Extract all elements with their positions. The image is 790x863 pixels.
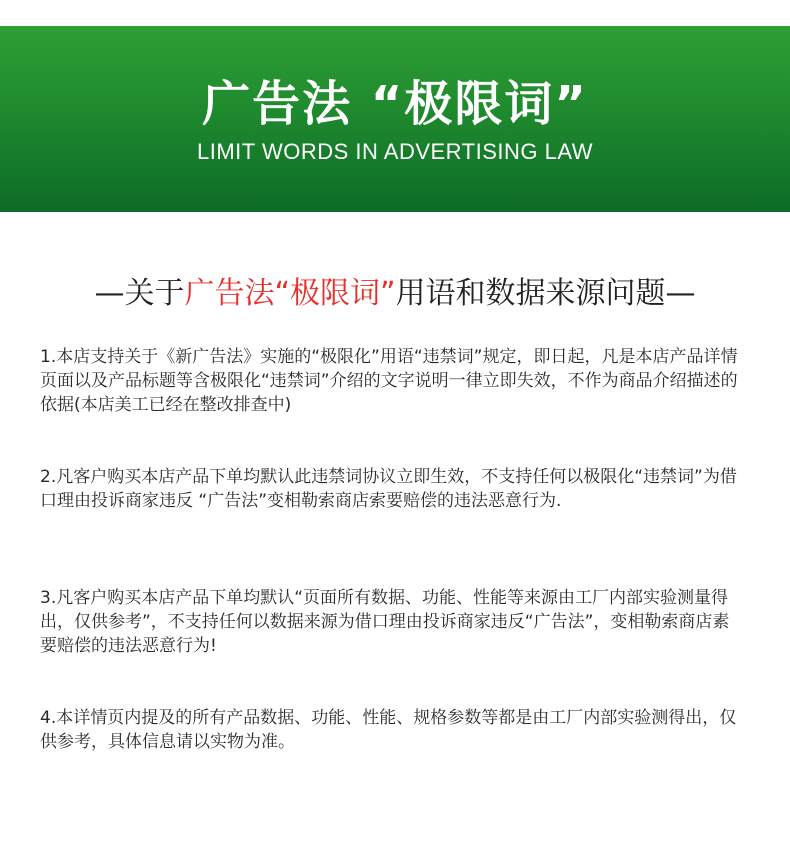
paragraph-4: 4.本详情页内提及的所有产品数据、功能、性能、规格参数等都是由工厂内部实验测得出，仅供参考，具体信息请以实物为准。	[40, 708, 737, 752]
header-banner	[0, 26, 790, 212]
heading-prefix: —关于	[94, 276, 185, 311]
banner-title: 广告法 “极限词”	[202, 76, 588, 132]
section-heading	[0, 274, 790, 314]
heading-accent: 广告法“极限词”	[184, 276, 396, 311]
paragraph-1: 1.本店支持关于《新广告法》实施的“极限化”用语“违禁词”规定，即日起，凡是本店产品详情页面以及产品标题等含极限化“违禁词”介绍的文字说明一律立即失效，不作为商品介绍描述的依据(本店美工已经在整改排查中)	[40, 347, 738, 415]
paragraph-2: 2.凡客户购买本店产品下单均默认此违禁词协议立即生效，不支持任何以极限化“违禁词”为借口理由投诉商家违反 “广告法”变相勒索商店索要赔偿的违法恶意行为.	[40, 467, 737, 511]
paragraph-3: 3.凡客户购买本店产品下单均默认“页面所有数据、功能、性能等来源由工厂内部实验测量得出，仅供参考”，不支持任何以数据来源为借口理由投诉商家违反“广告法”，变相勒索商店素要赔偿的违法恶意行为!	[40, 588, 730, 656]
heading-suffix: 用语和数据来源问题—	[395, 276, 696, 311]
banner-subtitle: LIMIT WORDS IN ADVERTISING LAW	[197, 139, 593, 164]
